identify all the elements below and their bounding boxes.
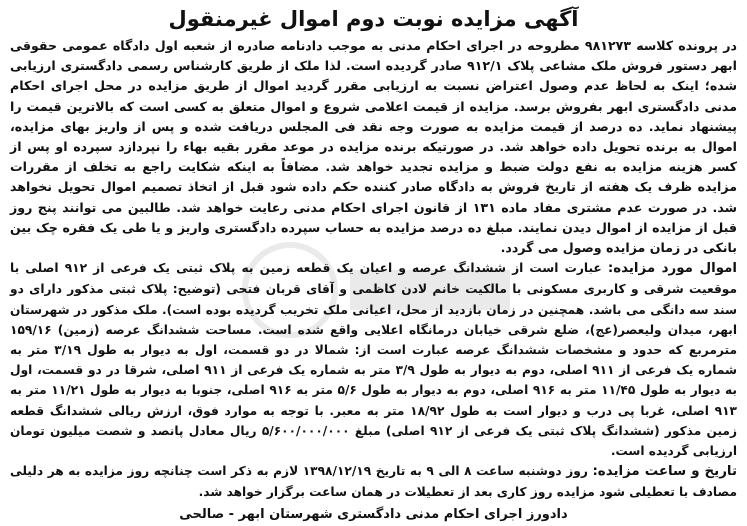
property-label: اموال مورد مزایده:	[607, 261, 737, 277]
signature-line: دادورز اجرای احکام مدنی دادگستری شهرستان ابهر - صالحی	[179, 506, 568, 522]
property-paragraph	[10, 258, 737, 461]
intro-paragraph: در پرونده کلاسه ۹۸۱۲۷۳ مطروحه در اجرای احکام مدنی به موجب دادنامه صادره از شعبه اول دادگاه عمومی حقوقی ابهر دستور فروش ملک مشاعی پلاک ۹۱۲/۱ صادر گردیده است. لذا ملک از طریق کارشناس رسمی دادگستری ارزیابی شده؛ اینک به لحاظ عدم وصول اعتراض نسبت به ارزیابی مقرر گردید اموال از طریق مزایده در محل اجرای احکام مدنی دادگستری ابهر بفروش برسد. مزایده از قیمت اعلامی شروع و اموال متعلق به کسی است که بالاترین قیمت را پیشنهاد نماید. ده درصد از قیمت مزایده به صورت وجه نقد فی المجلس دریافت شده و پس از واریز بهای مزایده، اموال به برنده تحویل داده خواهد شد. در صورتیکه برنده مزایده در موعد مقرر بقیه بهاء را نپردازد سپرده او پس از کسر هزینه مزایده به نفع دولت ضبط و مزایده تجدید خواهد شد. مضافاً به اینکه شکایت راجع به تخلف از مقررات مزایده ظرف یک هفته از تاریخ فروش به دادگاه صادر کننده حکم داده شود قبل از اتخاذ تصمیم اموال تحویل نخواهد شد. در صورت عدم مشتری مفاد ماده ۱۳۱ از قانون اجرای احکام مدنی رعایت خواهد شد. طالبین می توانند پنج روز قبل از مزایده از اموال دیدن نمایند. مبلغ ده درصد مزایده به حساب سپرده دادگستری واریز و یا طی یک فقره چک بین بانکی در زمان مزایده وصول می گردد.	[10, 38, 737, 256]
date-paragraph	[10, 461, 737, 502]
property-description: عبارت است از ششدانگ عرصه و اعیان یک قطعه زمین به پلاک ثبتی یک فرعی از ۹۱۲ اصلی با موقعیت شرقی و کاربری مسکونی با مالکیت خانم لادن کاظمی و آقای قربان فتحی (توضیح: پلاک ثبتی مذکور دارای دو سند سه دانگی می باشد. همچنین در زمان بازدید از محل، اعیانی ملک تخریب گردیده بوده است). ملک مذکور در شهرستان ابهر، میدان ولیعصر(عج)، ضلع شرقی خیابان درمانگاه اعلایی واقع شده است. مساحت ششدانگ عرصه (زمین) ۱۵۹/۱۶ مترمربع که حدود و مشخصات ششدانگ عرصه عبارت است از: شمالا در دو قسمت، اول به دیوار به طول ۳/۱۹ متر به شماره یک فرعی از ۹۱۱ اصلی، دوم به دیوار به طول ۳/۹ متر به شماره یک فرعی از ۹۱۱ اصلی، شرقا در دو قسمت، اول به دیوار به طول ۱۱/۴۵ متر به ۹۱۶ اصلی، دوم به دیوار به طول ۵/۶ متر به ۹۱۶ اصلی، جنوبا به دیوار به طول ۱۱/۲۱ متر به ۹۱۳ اصلی، غربا پی درب و دیوار است به طول ۱۸/۹۲ متر به معبر. با توجه به موارد فوق، ارزش ریالی ششدانگ قطعه زمین مذکور (ششدانگ پلاک ثبتی یک فرعی از ۹۱۲ اصلی) مبلغ ۵/۶۰۰/۰۰۰/۰۰۰ ریال معادل پانصد و شصت میلیون تومان ارزیابی گردیده است.	[10, 261, 738, 459]
notice-title: آگهی مزایده نوبت دوم اموال غیرمنقول	[168, 7, 579, 31]
date-label: تاریخ و ساعت مزایده:	[592, 464, 737, 480]
notice-body	[10, 36, 737, 503]
date-description: روز دوشنبه ساعت ۸ الی ۹ به تاریخ ۱۳۹۸/۱۲/۱۹ لازم به ذکر است چنانچه روز مزایده به هر دلیلی مصادف با تعطیلی شود مزایده روز کاری بعد از تعطیلات در همان ساعت برگزار خواهد شد.	[10, 464, 737, 500]
